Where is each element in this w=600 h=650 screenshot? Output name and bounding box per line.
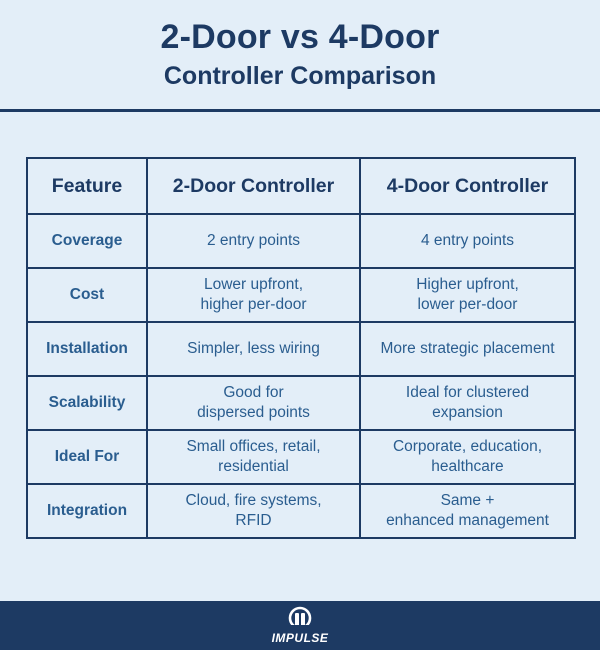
two-door-cell <box>147 322 360 376</box>
cell-text: Small offices, retail, <box>186 438 321 455</box>
four-door-cell <box>360 484 575 538</box>
page-title: 2-Door vs 4-Door <box>160 18 440 56</box>
cell-text: Higher upfront, <box>416 276 519 293</box>
table-row <box>27 214 575 268</box>
cell-text: higher per-door <box>200 296 307 313</box>
feature-cell: Cost <box>27 268 147 322</box>
feature-cell: Ideal For <box>27 430 147 484</box>
feature-cell: Integration <box>27 484 147 538</box>
cell-text: RFID <box>235 512 272 529</box>
impulse-logo-icon <box>286 606 314 630</box>
four-door-cell <box>360 322 575 376</box>
table-row <box>27 376 575 430</box>
cell-text: Ideal for clustered <box>405 384 530 401</box>
four-door-cell <box>360 430 575 484</box>
table-row <box>27 268 575 322</box>
cell-text: Lower upfront, <box>203 276 304 293</box>
cell-text: Simpler, less wiring <box>187 340 320 357</box>
header-2-door-controller: 2-Door Controller <box>147 158 360 214</box>
table-row <box>27 484 575 538</box>
cell-text: 2 entry points <box>206 232 301 249</box>
cell-text: dispersed points <box>197 404 310 421</box>
table-row <box>27 322 575 376</box>
cell-text: expansion <box>432 404 503 421</box>
two-door-cell <box>147 484 360 538</box>
comparison-table <box>26 157 576 539</box>
cell-text: 4 entry points <box>420 232 515 249</box>
footer-bar <box>0 601 600 650</box>
header-feature: Feature <box>27 158 147 214</box>
feature-cell: Installation <box>27 322 147 376</box>
two-door-cell <box>147 376 360 430</box>
header-divider <box>0 109 600 112</box>
page-subtitle: Controller Comparison <box>163 62 437 90</box>
impulse-logo-text: IMPULSE <box>271 631 329 645</box>
cell-text: Corporate, education, <box>392 438 543 455</box>
cell-text: Good for <box>223 384 284 401</box>
feature-cell: Scalability <box>27 376 147 430</box>
cell-text: healthcare <box>431 458 504 475</box>
cell-text: Cloud, fire systems, <box>185 492 322 509</box>
four-door-cell <box>360 268 575 322</box>
feature-cell: Coverage <box>27 214 147 268</box>
cell-text: enhanced management <box>386 512 549 529</box>
header-4-door-controller: 4-Door Controller <box>360 158 575 214</box>
four-door-cell <box>360 376 575 430</box>
four-door-cell <box>360 214 575 268</box>
cell-text: lower per-door <box>417 296 518 313</box>
two-door-cell <box>147 214 360 268</box>
table-header-row <box>27 158 575 214</box>
table-row <box>27 430 575 484</box>
cell-text: More strategic placement <box>380 340 555 357</box>
cell-text: residential <box>218 458 289 475</box>
cell-text: Same + <box>440 492 495 509</box>
page-header <box>0 0 600 110</box>
two-door-cell <box>147 430 360 484</box>
two-door-cell <box>147 268 360 322</box>
